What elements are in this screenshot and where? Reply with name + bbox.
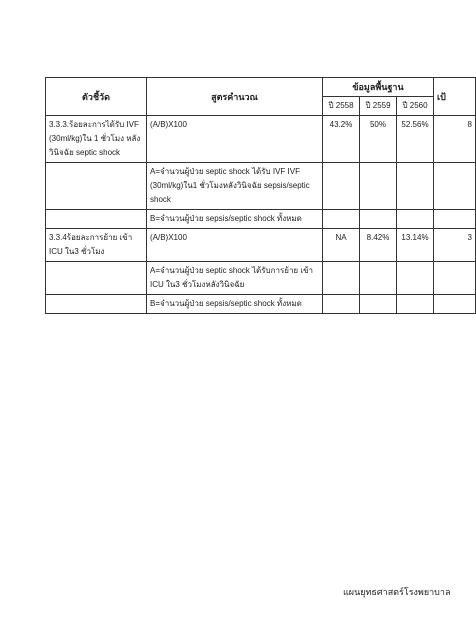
formula-cell: (A/B)X100: [147, 116, 323, 163]
header-year-2559: ปี 2559: [360, 97, 397, 116]
value-cell-2560: [397, 262, 434, 295]
value-cell-2560: [397, 295, 434, 314]
value-cell-2560: [397, 163, 434, 210]
target-cell: [434, 262, 476, 295]
value-cell-2558: [323, 163, 360, 210]
header-formula: สูตรคำนวณ: [147, 78, 323, 116]
table-row: [46, 262, 476, 295]
value-cell-2558: [323, 262, 360, 295]
indicator-cell: [46, 262, 147, 295]
table-row: [46, 163, 476, 210]
indicator-cell: [46, 210, 147, 229]
value-cell-2558: 43.2%: [323, 116, 360, 163]
value-cell-2558: [323, 210, 360, 229]
target-cell: [434, 163, 476, 210]
target-cell: 8: [434, 116, 476, 163]
table-row: [46, 295, 476, 314]
value-cell-2559: [360, 163, 397, 210]
value-cell-2559: 50%: [360, 116, 397, 163]
formula-cell: A=จำนวนผู้ป่วย septic shock ได้รับ IVF IVF (30ml/kg)ใน1 ชั่วโมงหลังวินิจฉัย sepsis/septic shock: [147, 163, 323, 210]
header-target: เป้: [434, 78, 476, 116]
indicator-cell: [46, 163, 147, 210]
formula-cell: (A/B)X100: [147, 229, 323, 262]
header-year-2558: ปี 2558: [323, 97, 360, 116]
table-row: [46, 229, 476, 262]
formula-cell: A=จำนวนผู้ป่วย septic shock ได้รับการย้าย เข้า ICU ใน3 ชั่วโมงหลังวินิจฉัย: [147, 262, 323, 295]
value-cell-2560: [397, 210, 434, 229]
value-cell-2558: [323, 295, 360, 314]
target-cell: [434, 210, 476, 229]
header-year-2560: ปี 2560: [397, 97, 434, 116]
indicator-cell: 3.3.4ร้อยละการย้าย เข้า ICU ใน3 ชั่วโมง: [46, 229, 147, 262]
value-cell-2559: [360, 262, 397, 295]
formula-cell: B=จำนวนผู้ป่วย sepsis/septic shock ทั้งหมด: [147, 210, 323, 229]
indicator-cell: [46, 295, 147, 314]
indicator-cell: 3.3.3.ร้อยละการได้รับ IVF (30ml/kg)ใน 1 ชั่วโมง หลังวินิจฉัย septic shock: [46, 116, 147, 163]
table-header-row: [46, 78, 476, 97]
table-row: [46, 116, 476, 163]
target-cell: 3: [434, 229, 476, 262]
value-cell-2560: 52.56%: [397, 116, 434, 163]
value-cell-2559: [360, 210, 397, 229]
footer-text: แผนยุทธศาสตร์โรงพยาบาล: [343, 587, 451, 597]
header-indicator: ตัวชี้วัด: [46, 78, 147, 116]
indicator-table: [45, 77, 476, 314]
formula-cell: B=จำนวนผู้ป่วย sepsis/septic shock ทั้งหมด: [147, 295, 323, 314]
value-cell-2559: 8.42%: [360, 229, 397, 262]
table-row: [46, 210, 476, 229]
value-cell-2560: 13.14%: [397, 229, 434, 262]
value-cell-2559: [360, 295, 397, 314]
header-baseline: ข้อมูลพื้นฐาน: [323, 78, 434, 97]
target-cell: [434, 295, 476, 314]
value-cell-2558: NA: [323, 229, 360, 262]
